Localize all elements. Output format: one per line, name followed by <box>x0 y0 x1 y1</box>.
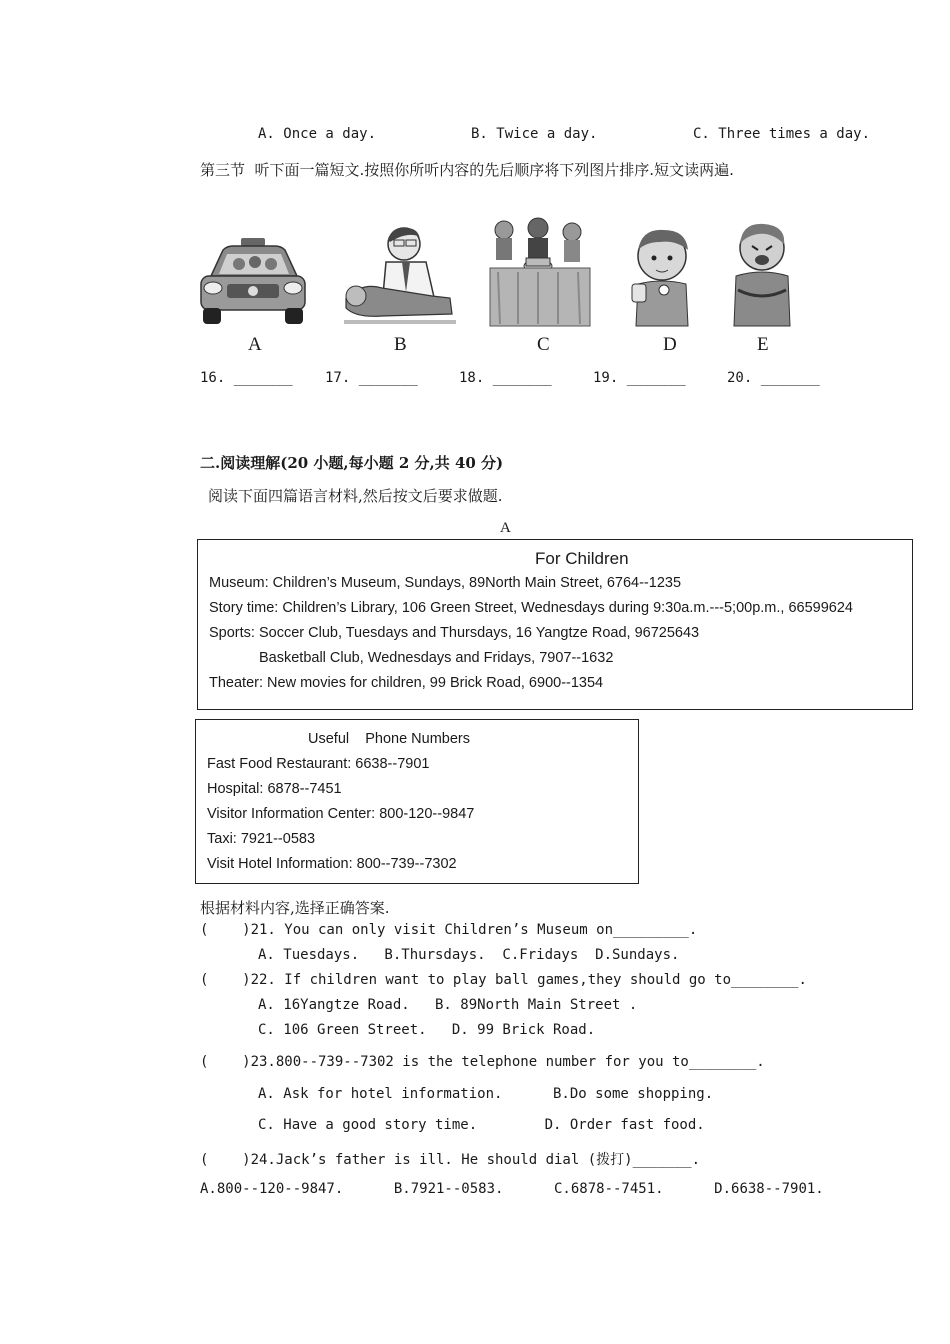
picture-d-letter: D <box>663 334 677 355</box>
fast-food-line: Fast Food Restaurant: 6638--7901 <box>207 756 430 772</box>
for-children-box <box>197 539 913 710</box>
answer-blank-17[interactable]: 17. _______ <box>325 370 418 386</box>
passage-label: A <box>500 520 511 536</box>
visitor-center-line: Visitor Information Center: 800-120--9847 <box>207 806 475 822</box>
boy-eating-picture <box>624 222 700 328</box>
for-children-title: For Children <box>535 549 629 568</box>
taxi-line: Taxi: 7921--0583 <box>207 831 316 847</box>
question-23-options-2: C. Have a good story time. D. Order fast food. <box>258 1117 705 1133</box>
phone-numbers-box <box>195 719 639 884</box>
part2-instruction: 阅读下面四篇语言材料,然后按文后要求做题. <box>208 487 503 505</box>
taxi-family-picture <box>197 236 309 328</box>
part2-title: 二.阅读理解(20 小题,每小题 2 分,共 40 分) <box>200 454 504 472</box>
question-22-options-2: C. 106 Green Street. D. 99 Brick Road. <box>258 1022 596 1038</box>
option-a: A. Once a day. <box>258 126 377 142</box>
question-24-options: A.800--120--9847. B.7921--0583. C.6878--7451. D.6638--7901. <box>200 1181 824 1197</box>
option-c: C. Three times a day. <box>693 126 871 142</box>
hotel-line: Visit Hotel Information: 800--739--7302 <box>207 856 457 872</box>
answer-blank-20[interactable]: 20. _______ <box>727 370 820 386</box>
phone-numbers-title: Useful Phone Numbers <box>308 731 470 747</box>
birthday-party-picture <box>488 216 592 328</box>
picture-e-letter: E <box>757 334 769 355</box>
question-21-options: A. Tuesdays. B.Thursdays. C.Fridays D.Sundays. <box>258 947 680 963</box>
basketball-line: Basketball Club, Wednesdays and Fridays, 7907--1632 <box>259 650 614 666</box>
doctor-helping-boy-picture <box>342 222 458 330</box>
story-time-line: Story time: Children’s Library, 106 Green Street, Wednesdays during 9:30a.m.---5;00p.m., 66599624 <box>209 600 853 616</box>
picture-c-letter: C <box>537 334 550 355</box>
question-24: ( )24.Jack’s father is ill. He should dial (拨打)_______. <box>200 1152 701 1168</box>
option-b: B. Twice a day. <box>471 126 598 142</box>
answer-blank-19[interactable]: 19. _______ <box>593 370 686 386</box>
museum-line: Museum: Children’s Museum, Sundays, 89North Main Street, 6764--1235 <box>209 575 682 591</box>
picture-b-letter: B <box>394 334 407 355</box>
question-22: ( )22. If children want to play ball games,they should go to________. <box>200 972 807 988</box>
picture-a-letter: A <box>248 334 262 355</box>
hospital-line: Hospital: 6878--7451 <box>207 781 342 797</box>
question-21: ( )21. You can only visit Children’s Museum on_________. <box>200 922 698 938</box>
question-23: ( )23.800--739--7302 is the telephone number for you to________. <box>200 1054 765 1070</box>
answer-blank-16[interactable]: 16. _______ <box>200 370 293 386</box>
question-23-options-1: A. Ask for hotel information. B.Do some shopping. <box>258 1086 714 1102</box>
answer-blank-18[interactable]: 18. _______ <box>459 370 552 386</box>
sports-line: Sports: Soccer Club, Tuesdays and Thursdays, 16 Yangtze Road, 96725643 <box>209 625 700 641</box>
section3-title: 第三节 听下面一篇短文.按照你所听内容的先后顺序将下列图片排序.短文读两遍. <box>200 161 734 179</box>
question-22-options-1: A. 16Yangtze Road. B. 89North Main Street . <box>258 997 638 1013</box>
questions-intro: 根据材料内容,选择正确答案. <box>200 899 390 917</box>
boy-stomachache-picture <box>728 216 796 328</box>
theater-line: Theater: New movies for children, 99 Brick Road, 6900--1354 <box>209 675 604 691</box>
